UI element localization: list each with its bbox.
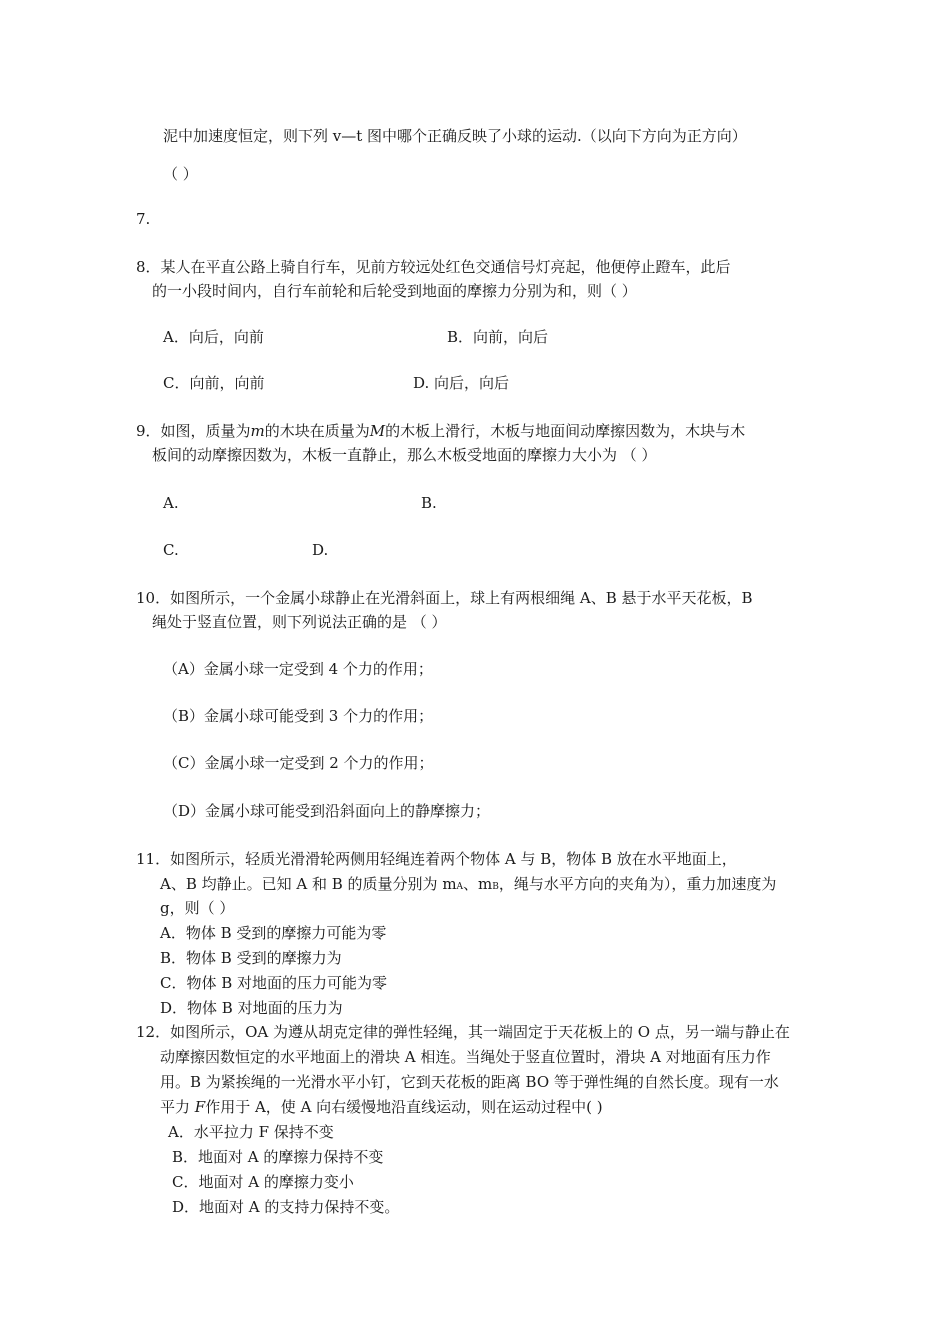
q9-text-part-1: 9．如图，质量为: [136, 422, 251, 440]
q6-continuation-line: 泥中加速度恒定，则下列 v—t 图中哪个正确反映了小球的运动.（以向下方向为正方向）: [163, 127, 747, 145]
question-9-line-2: 板间的动摩擦因数为，木板一直静止，那么木板受地面的摩擦力大小为 （ ）: [152, 446, 657, 464]
question-10-line-1: 10．如图所示，一个金属小球静止在光滑斜面上，球上有两根细绳 A、B 悬于水平天花板，B: [136, 589, 753, 607]
question-12-line-1: 12．如图所示，OA 为遵从胡克定律的弹性轻绳，其一端固定于天花板上的 O 点，另一端与静止在: [136, 1023, 790, 1041]
q11-subscript-b: B: [492, 882, 499, 892]
question-7-number: 7.: [136, 210, 151, 228]
question-11-line-2: [160, 874, 776, 897]
question-12-option-a: A．水平拉力 F 保持不变: [168, 1123, 334, 1141]
question-8-line-2: 的一小段时间内，自行车前轮和后轮受到地面的摩擦力分别为和，则（ ）: [152, 282, 637, 300]
question-12-line-3: 用。B 为紧挨绳的一光滑水平小钉，它到天花板的距离 BO 等于弹性绳的自然长度。现有一水: [160, 1073, 779, 1091]
question-12-line-4: [160, 1097, 603, 1117]
question-12-option-c: C．地面对 A 的摩擦力变小: [172, 1173, 354, 1191]
q11-subscript-a: A: [456, 882, 464, 892]
q9-text-part-3: 的木板上滑行，木板与地面间动摩擦因数为，木块与木: [385, 422, 746, 440]
question-11-option-c: C．物体 B 对地面的压力可能为零: [160, 974, 388, 992]
question-8-option-b: B．向前，向后: [447, 328, 549, 346]
question-11-option-a: A．物体 B 受到的摩擦力可能为零: [160, 924, 387, 942]
question-11-option-b: B．物体 B 受到的摩擦力为: [160, 949, 342, 967]
question-9-option-c: C.: [163, 541, 179, 559]
question-8-option-a: A．向后，向前: [163, 328, 264, 346]
question-11-line-1: 11．如图所示，轻质光滑滑轮两侧用轻绳连着两个物体 A 与 B，物体 B 放在水平地面上，: [136, 850, 737, 868]
question-8-line-1: 8．某人在平直公路上骑自行车，见前方较远处红色交通信号灯亮起，他便停止蹬车，此后: [136, 258, 731, 276]
question-12-option-d: D．地面对 A 的支持力保持不变。: [172, 1198, 400, 1216]
q12-text-part-2: 作用于 A，使 A 向右缓慢地沿直线运动，则在运动过程中( ): [205, 1098, 603, 1116]
question-12-option-b: B．地面对 A 的摩擦力保持不变: [172, 1148, 384, 1166]
question-10-line-2: 绳处于竖直位置，则下列说法正确的是 （ ）: [152, 613, 447, 631]
q9-text-part-2: 的木块在质量为: [264, 422, 370, 440]
q11-text-part-1: A、B 均静止。已知 A 和 B 的质量分别为 m: [160, 875, 457, 893]
question-11-option-d: D．物体 B 对地面的压力为: [160, 999, 343, 1017]
q11-text-part-3: ，绳与水平方向的夹角为），重力加速度为: [498, 875, 777, 893]
question-8-option-c: C．向前，向前: [163, 374, 265, 392]
question-9-line-1: [136, 421, 745, 441]
question-10-option-d: （D）金属小球可能受到沿斜面向上的静摩擦力；: [163, 802, 491, 820]
question-9-option-a: A.: [163, 494, 179, 512]
question-10-option-c: （C）金属小球一定受到 2 个力的作用；: [163, 754, 434, 772]
q12-text-part-1: 平力: [160, 1098, 195, 1116]
question-8-option-d: D. 向后，向后: [413, 374, 510, 392]
q6-answer-bracket: （ ）: [163, 165, 198, 183]
q9-symbol-M: M: [369, 422, 386, 440]
question-12-line-2: 动摩擦因数恒定的水平地面上的滑块 A 相连。当绳处于竖直位置时，滑块 A 对地面有压力作: [160, 1048, 771, 1066]
q12-symbol-F: F: [194, 1098, 206, 1116]
question-10-option-a: （A）金属小球一定受到 4 个力的作用；: [163, 660, 433, 678]
question-9-option-b: B.: [421, 494, 437, 512]
question-10-option-b: （B）金属小球可能受到 3 个力的作用；: [163, 707, 434, 725]
question-9-option-d: D.: [312, 541, 329, 559]
q11-text-part-2: 、m: [463, 875, 493, 893]
q9-symbol-m: m: [250, 422, 265, 440]
question-11-line-3: g，则（ ）: [160, 899, 235, 917]
